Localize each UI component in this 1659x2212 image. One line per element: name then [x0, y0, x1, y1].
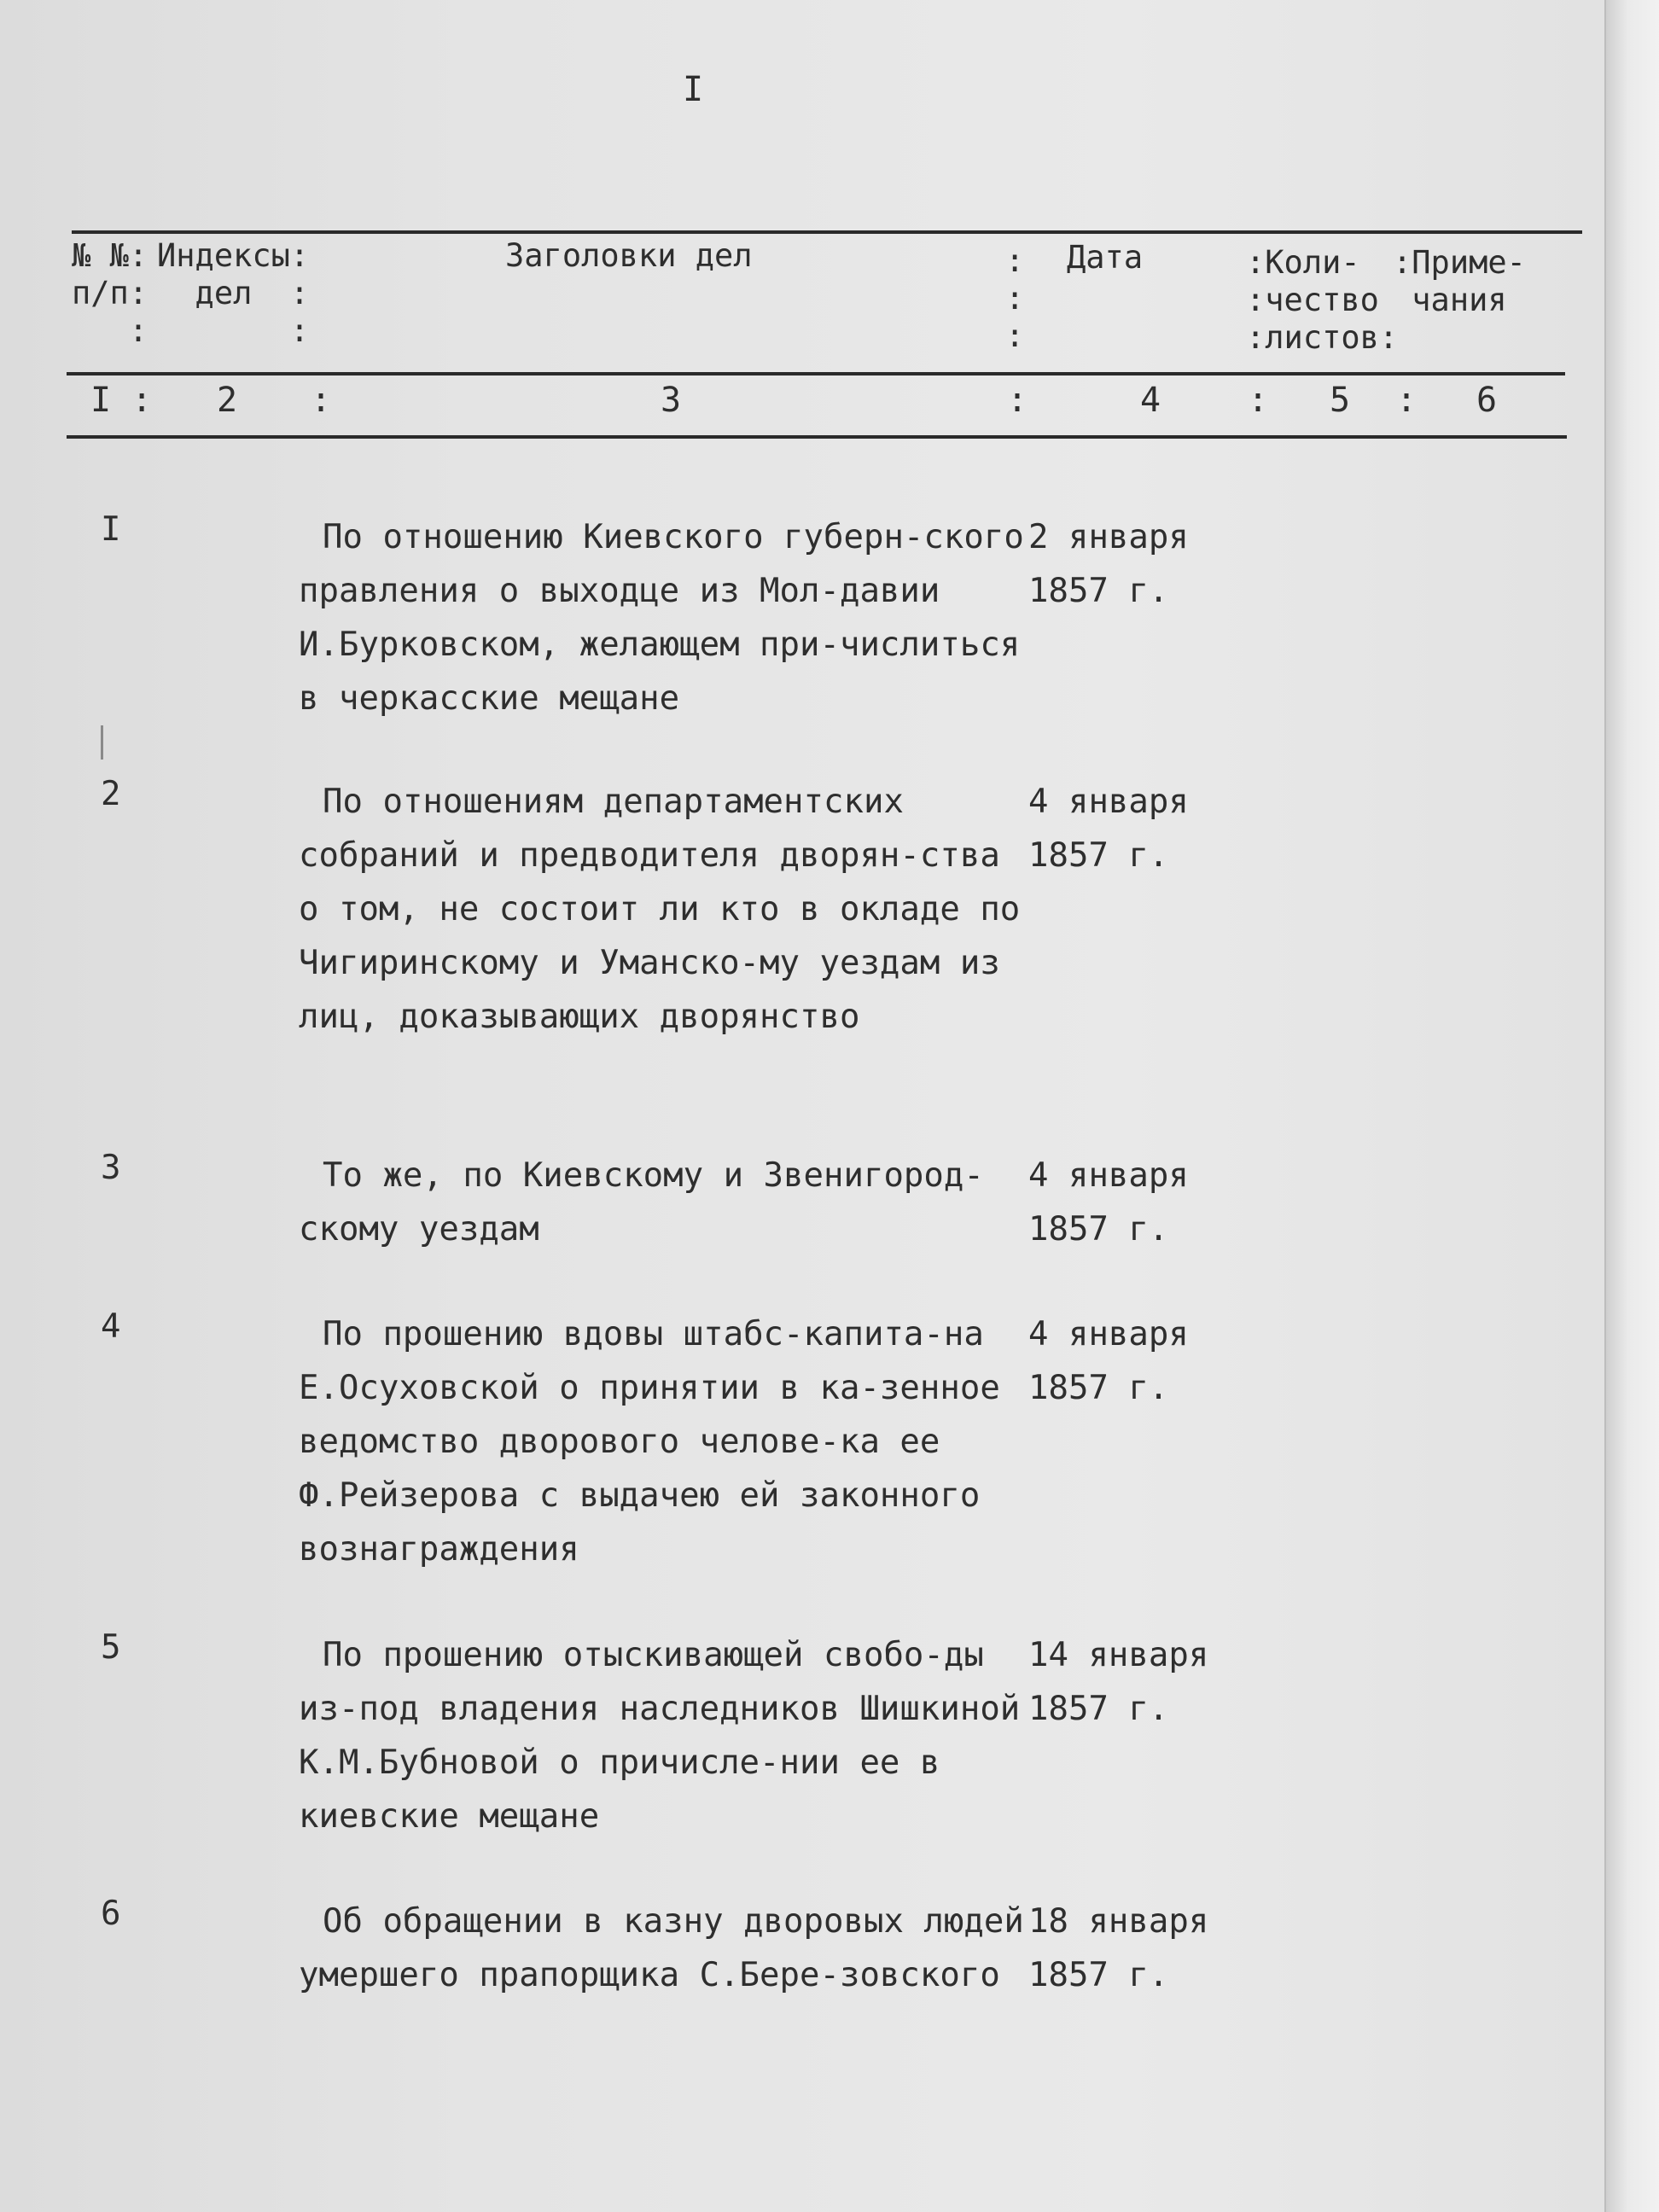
table-header-rule	[67, 372, 1565, 375]
column-number-5: 5	[1330, 381, 1351, 420]
column-separator: :	[1396, 381, 1417, 420]
row-number: I	[101, 510, 121, 549]
header-title-separator: : : :	[1005, 242, 1025, 354]
row-title: Об обращении в казну дворовых людей умершего прапорщика С.Бере-зовского	[299, 1902, 1024, 1994]
column-number-2: 2	[217, 381, 238, 420]
row-title: По отношениям департаментских собраний и предводителя дворян-ства о том, не состоит ли кто в окладе по Чигиринскому и Уманско-му уездам из лиц, доказывающих дворянство	[299, 783, 1021, 1036]
row-date: 4 января 1857 г.	[1028, 783, 1189, 875]
page-edge	[1604, 0, 1659, 2212]
row-date: 2 января 1857 г.	[1028, 518, 1189, 610]
column-separator: :	[1248, 381, 1269, 420]
column-number-3: 3	[661, 381, 682, 420]
row-title: По отношению Киевского губерн-ского правления о выходце из Мол-давии И.Бурковском, желающем при-числиться в черкасские мещане	[299, 518, 1024, 718]
row-title: По прошению вдовы штабс-капита-на Е.Осуховской о принятии в ка-зенное ведомство дворового челове-ка ее Ф.Рейзерова с выдачею ей законного вознаграждения	[299, 1315, 1000, 1569]
column-number-6: 6	[1476, 381, 1498, 420]
row-number: 6	[101, 1895, 121, 1933]
margin-mark	[101, 725, 103, 760]
header-index: Индексы: дел : :	[157, 237, 310, 349]
row-date: 14 января 1857 г.	[1028, 1636, 1209, 1728]
row-date: 18 января 1857 г.	[1028, 1902, 1209, 1994]
row-title: По прошению отыскивающей свобо-ды из-под владения наследников Шишкиной К.М.Бубновой о причисле-нии ее в киевские мещане	[299, 1636, 1021, 1836]
row-number: 4	[101, 1307, 121, 1346]
header-title: Заголовки дел	[505, 237, 753, 274]
row-date: 4 января 1857 г.	[1028, 1315, 1189, 1407]
column-separator: :	[311, 381, 332, 420]
row-number: 3	[101, 1149, 121, 1187]
row-number: 5	[101, 1628, 121, 1667]
column-number-4: 4	[1140, 381, 1161, 420]
page-number: I	[683, 70, 704, 109]
table-top-rule	[72, 230, 1582, 234]
column-separator: :	[1007, 381, 1028, 420]
header-date: Дата	[1067, 239, 1144, 276]
header-sheets: :Коли- :чество :листов:	[1246, 244, 1399, 356]
row-date: 4 января 1857 г.	[1028, 1156, 1189, 1249]
header-number: № №: п/п: :	[72, 237, 148, 349]
row-title: То же, по Киевскому и Звенигород-скому уездам	[299, 1156, 984, 1249]
column-number-1: I :	[90, 381, 153, 420]
table-column-numbers-rule	[67, 435, 1567, 439]
row-number: 2	[101, 775, 121, 813]
header-notes: :Приме- чания	[1393, 244, 1526, 318]
